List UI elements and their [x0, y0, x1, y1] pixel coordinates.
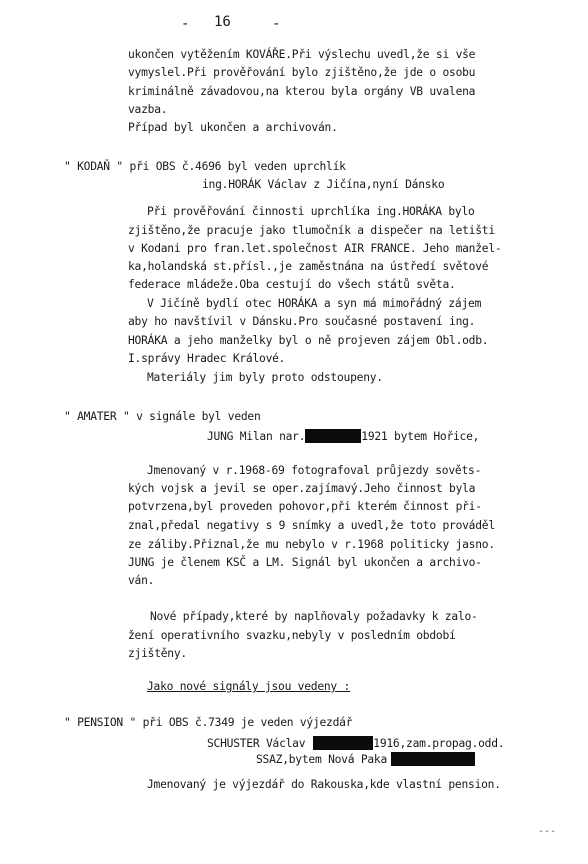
section2-line: V Jičíně bydlí otec HORÁKA a syn má mimořádný zájem: [147, 297, 482, 310]
section3-line: kých vojsk a jevil se oper.zajímavý.Jeho činnost byla: [128, 482, 476, 495]
section2-line: v Kodani pro fran.let.společnost AIR FRANCE. Jeho manžel-: [128, 242, 502, 255]
section2-line: I.správy Hradec Králové.: [128, 352, 286, 365]
redaction-bar: [305, 429, 361, 443]
section3-heading: " AMATER " v signále byl veden: [64, 410, 261, 423]
section3-para2-line: zjištěny.: [128, 647, 187, 660]
section2-line: HORÁKA a jeho manželky byl o ně projeven zájem Obl.odb.: [128, 334, 489, 347]
section3-line: ze záliby.Přiznal,že mu nebylo v r.1968 politicky jasno.: [128, 538, 495, 551]
section4-line: Jmenovaný je výjezdář do Rakouska,kde vlastní pension.: [147, 778, 501, 791]
section2-subject: ing.HORÁK Václav z Jičína,nyní Dánsko: [202, 178, 445, 191]
section3-line: znal,předal negativy s 9 snímky a uvedl,že toto prováděl: [128, 519, 495, 532]
subject-birth-employment: 1916,zam.propag.odd.: [373, 737, 505, 750]
new-signals-heading: Jako nové signály jsou vedeny :: [147, 680, 351, 693]
section4-heading: " PENSION " při OBS č.7349 je veden výjezdář: [64, 716, 353, 729]
subject-residence: SSAZ,bytem Nová Paka: [256, 753, 388, 766]
section4-subject-line2: [256, 752, 475, 767]
subject-name: SCHUSTER Václav: [207, 737, 306, 750]
section3-line: potvrzena,byl proveden pohovor,při kterém činnost při-: [128, 500, 482, 513]
section1-line: vazba.: [128, 103, 168, 116]
section3-para2-line: žení operativního svazku,nebyly v posledním období: [128, 629, 456, 642]
header-right-dash: -: [272, 16, 281, 32]
section2-line: Při prověřování činnosti uprchlíka ing.HORÁKA bylo: [147, 205, 475, 218]
section3-line: JUNG je členem KSČ a LM. Signál byl ukončen a archivo-: [128, 556, 482, 569]
section1-line: Případ byl ukončen a archivován.: [128, 121, 338, 134]
redaction-bar: [391, 752, 475, 766]
page-number: 16: [214, 14, 231, 30]
section3-subject: [207, 429, 479, 444]
section3-para2-line: Nové případy,které by naplňovaly požadavky k zalo-: [150, 610, 478, 623]
section1-line: kriminálně závadovou,na kterou byla orgány VB uvalena: [128, 85, 476, 98]
header-left-dash: -: [181, 16, 190, 32]
section2-line: Materiály jim byly proto odstoupeny.: [147, 371, 383, 384]
corner-mark: ---: [538, 826, 557, 837]
subject-name: JUNG Milan nar.: [207, 430, 306, 443]
section1-line: vymyslel.Při prověřování bylo zjištěno,že jde o osobu: [128, 66, 476, 79]
redaction-bar: [313, 736, 373, 750]
section2-line: federace mládeže.Oba cestují do všech států světa.: [128, 278, 456, 291]
section2-line: zjištěno,že pracuje jako tlumočník a dispečer na letišti: [128, 224, 495, 237]
section2-heading: " KODAŇ " při OBS č.4696 byl veden uprchlík: [64, 160, 346, 173]
section3-line: Jmenovaný v r.1968-69 fotografoval průjezdy sověts-: [147, 464, 482, 477]
subject-birth-residence: 1921 bytem Hořice,: [361, 430, 480, 443]
section3-line: ván.: [128, 574, 155, 587]
section1-line: ukončen vytěžením KOVÁŘE.Při výslechu uvedl,že si vše: [128, 48, 476, 61]
section2-line: aby ho navštívil v Dánsku.Pro současné postavení ing.: [128, 315, 476, 328]
section2-line: ka,holandská st.přísl.,je zaměstnána na ústředí světové: [128, 260, 489, 273]
section4-subject-line1: [207, 736, 504, 751]
